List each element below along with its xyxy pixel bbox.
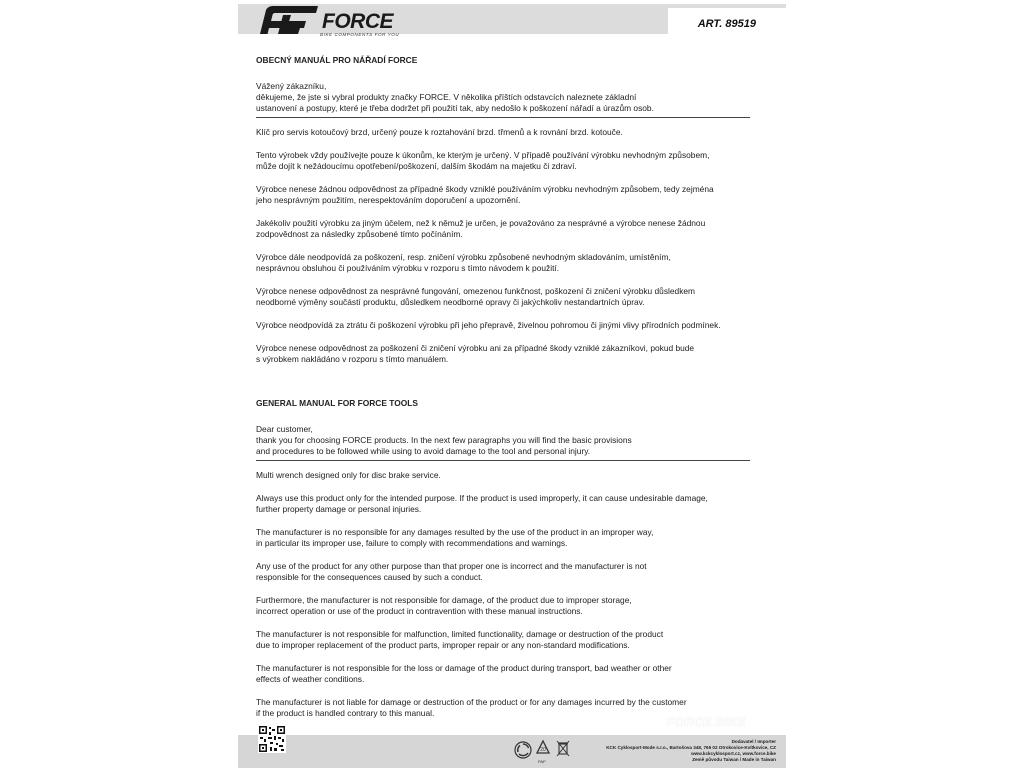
en-paragraph: Furthermore, the manufacturer is not responsible for damage, of the product due to improper storage, incorrect operation or use of the product in contravention with these manual instructions. (256, 595, 632, 616)
footer (238, 735, 786, 768)
cz-paragraphs (256, 127, 776, 365)
qr-code-icon (258, 725, 286, 753)
manual-content (256, 55, 776, 731)
recycle-icon (514, 741, 532, 759)
en-paragraph: The manufacturer is not responsible for malfunction, limited functionality, damage or destruction of the product due to improper replacement of the product parts, improper repair or any non-standard modifications. (256, 629, 664, 650)
en-paragraph: Multi wrench designed only for disc brake service. (256, 470, 441, 480)
article-box (668, 8, 786, 38)
header-bar (238, 4, 786, 37)
cz-divider (256, 117, 750, 118)
brand-tagline: BIKE COMPONENTS FOR YOU (320, 32, 400, 37)
importer-line: Země původu Taiwan / Made in Taiwan (692, 757, 776, 762)
force-logo-icon (256, 4, 320, 38)
importer-info (606, 739, 776, 763)
cz-paragraph: Výrobce neodpovídá za ztrátu či poškození výrobku při jeho přepravě, živelnou pohromou či jinými vlivy přírodních podmínek. (256, 320, 721, 330)
importer-line: KCK Cyklosport-Mode s.r.o., Bartošova 348, 765 02 Otrokovice-Kvítkovice, CZ (606, 745, 776, 750)
cz-paragraph: Jakékoliv použití výrobku za jiným účelem, než k němuž je určen, je považováno za nesprávné a výrobce nenese žádnou zodpovědnost za následky způsobené tímto počínáním. (256, 218, 706, 239)
cz-paragraph: Klíč pro servis kotoučový brzd, určený pouze k roztahování brzd. třmenů a k rovnání brzd. kotouče. (256, 127, 623, 137)
pap-recycling-triangle-icon (535, 739, 551, 757)
en-paragraph: The manufacturer is not liable for damage or destruction of the product or for any damages incurred by the customer if the product is handled contrary to this manual. (256, 697, 687, 718)
en-paragraph: Any use of the product for any other purpose than that proper one is incorrect and the manufacturer is not responsible for the consequences caused by such a conduct. (256, 561, 647, 582)
en-intro: Dear customer, thank you for choosing FORCE products. In the next few paragraphs you will find the basic provisions and procedures to be followed while using to avoid damage to the tool and personal injury. (256, 424, 632, 456)
manual-page (238, 0, 786, 768)
cz-paragraph: Výrobce nenese odpovědnost za poškození či zničení výrobku ani za případné škody vzniklé zákazníkovi, pokud bude s výrobkem nakládáno v rozporu s tímto manuálem. (256, 343, 695, 364)
importer-line: www.kckcyklosport.cz, www.force.bike (691, 751, 776, 756)
cz-paragraph: Tento výrobek vždy používejte pouze k úkonům, ke kterým je určený. V případě používání výrobku nevhodným způsobem, může dojít k nežádoucímu opotřebení/poškození, dalším škodám na majetku či zdraví. (256, 150, 710, 171)
importer-line: Dodavatel / Importer (731, 739, 776, 744)
cz-paragraph: Výrobce nenese odpovědnost za nesprávné fungování, omezenou funkčnost, poškození či zničení výrobku důsledkem neodborné výměny součástí produktu, důsledkem neodborné opravy či jakýchkoliv nestandartních úprav. (256, 286, 696, 307)
article-number: ART. 89519 (697, 18, 756, 30)
pap-label: PAP (538, 759, 546, 764)
en-paragraph: Always use this product only for the intended purpose. If the product is used improperly, it can cause undesirable damage, further property damage or personal injuries. (256, 493, 708, 514)
cz-heading: OBECNÝ MANUÁL PRO NÁŘADÍ FORCE (256, 55, 418, 65)
crossed-bin-icon (556, 740, 570, 758)
brand-wordmark: FORCE (322, 10, 393, 33)
en-paragraphs (256, 470, 776, 719)
en-paragraph: The manufacturer is no responsible for any damages resulted by the use of the product in an improper way, in particular its improper use, failure to comply with recommendations and warnings. (256, 527, 654, 548)
brand-watermark: FORCE.BIKE (666, 715, 746, 729)
cz-paragraph: Výrobce dále neodpovídá za poškození, resp. zničení výrobku způsobené nevhodným skladováním, umístěním, nesprávnou obsluhou či používáním výrobku v rozporu s tímto návodem k použití. (256, 252, 671, 273)
cz-intro: Vážený zákazníku, děkujeme, že jste si vybral produkty značky FORCE. V několika příštích odstavcích naleznete základní ustanovení a postupy, které je třeba dodržet při použití tak, aby nedošlo k poškození nářadí a úrazům osob. (256, 81, 654, 113)
en-heading: GENERAL MANUAL FOR FORCE TOOLS (256, 398, 418, 408)
en-paragraph: The manufacturer is not responsible for the loss or damage of the product during transport, bad weather or other effects of weather conditions. (256, 663, 672, 684)
en-divider (256, 460, 750, 461)
cz-paragraph: Výrobce nenese žádnou odpovědnost za případné škody vzniklé používáním výrobku nevhodným způsobem, tedy zejména jeho nesprávným použitím, nerespektováním doporučení a upozornění. (256, 184, 714, 205)
svg-text:20: 20 (540, 747, 546, 753)
